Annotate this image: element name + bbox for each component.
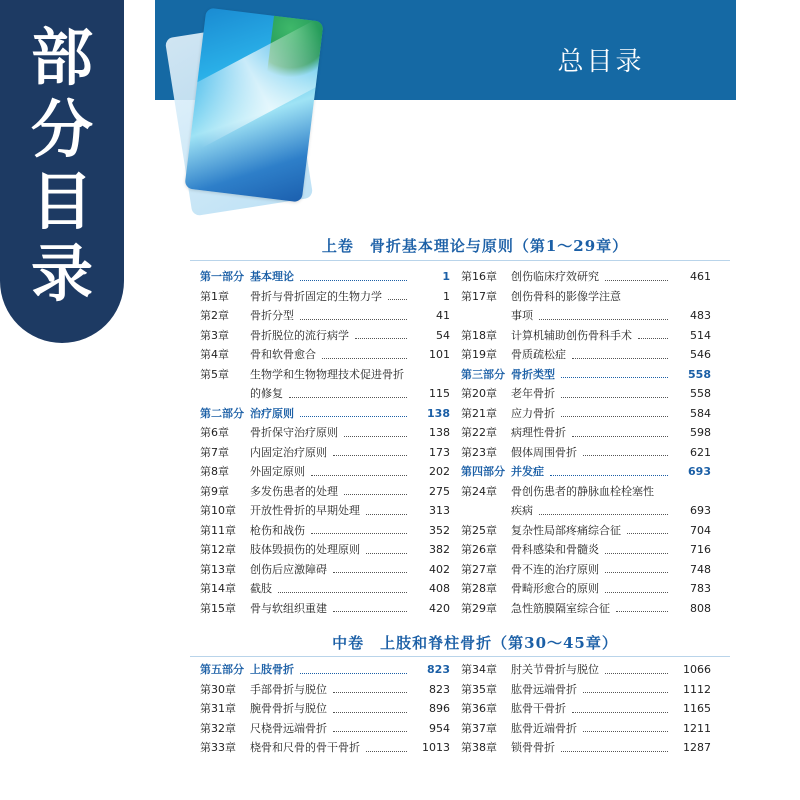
toc-dot-leader: [583, 731, 668, 732]
toc-title: 肘关节骨折与脱位: [511, 663, 599, 676]
toc-dot-leader: [333, 712, 407, 713]
toc-dot-leader: [583, 692, 668, 693]
toc-chapter-row: [461, 540, 711, 560]
toc-page-number: 352: [429, 523, 450, 537]
toc-title-cell: [250, 738, 410, 758]
toc-title-cell: [250, 579, 410, 599]
toc-part-row: [461, 365, 711, 385]
toc-chapter-number: 第25章: [461, 523, 497, 537]
toc-chapter-number: 第21章: [461, 406, 497, 420]
toc-chapter-number: 第30章: [200, 682, 236, 696]
toc-page-number: 558: [688, 367, 711, 381]
toc-chapter-row: [461, 404, 711, 424]
toc-page-number: 1013: [422, 741, 450, 754]
toc-title: 截肢: [250, 582, 272, 595]
toc-dot-leader: [344, 436, 407, 437]
toc-chapter-number: 第35章: [461, 682, 497, 696]
toc-chapter-number: 第34章: [461, 663, 497, 676]
photo-glare: [184, 20, 323, 148]
toc-chapter-row: [200, 365, 450, 385]
toc-page-number: 101: [429, 348, 450, 361]
toc-title: 肢体毁损伤的处理原则: [250, 543, 360, 556]
toc-chapter-number: 第26章: [461, 543, 497, 556]
toc-chapter-number: 第11章: [200, 523, 236, 537]
toc-chapter-number: 第16章: [461, 270, 497, 283]
toc-title: 骨与软组织重建: [250, 601, 327, 615]
toc-dot-leader: [605, 592, 668, 593]
toc-title: 骨折保守治疗原则: [250, 426, 338, 439]
toc-page-number: 461: [690, 270, 711, 283]
toc-page-number: 420: [429, 601, 450, 615]
toc-chapter-row: [461, 738, 711, 758]
toc-title-cell: [250, 599, 410, 619]
toc-title: 多发伤患者的处理: [250, 484, 338, 498]
toc-title-cell: [250, 660, 410, 680]
toc-title-cell: [511, 501, 671, 521]
toc-title-cell: [250, 680, 410, 700]
toc-chapter-number: 第20章: [461, 387, 497, 400]
toc-title-cell: [511, 699, 671, 719]
toc-title: 创伤骨科的影像学注意: [511, 289, 621, 303]
toc-dot-leader: [366, 514, 407, 515]
divider: [190, 656, 730, 657]
toc-dot-leader: [561, 377, 668, 378]
toc-page-number: 693: [688, 465, 711, 478]
toc-dot-leader: [333, 692, 407, 693]
toc-page-number: 382: [429, 543, 450, 556]
toc-title: 病理性骨折: [511, 426, 566, 439]
toc-title: 事项: [511, 309, 533, 322]
toc-chapter-number: 第二部分: [200, 406, 244, 420]
toc-title-cell: [250, 384, 410, 404]
toc-chapter-row: [461, 345, 711, 365]
toc-title: 骨科感染和骨髓炎: [511, 543, 599, 556]
toc-dot-leader: [333, 731, 407, 732]
toc-page-number: 514: [690, 328, 711, 342]
toc-dot-leader: [300, 416, 407, 417]
sidebar-title: [10, 22, 114, 310]
toc-chapter-row: [461, 501, 711, 521]
toc-chapter-row: [200, 738, 450, 758]
toc-chapter-number: 第22章: [461, 426, 497, 439]
toc-title-cell: [511, 719, 671, 739]
toc-chapter-row: [200, 680, 450, 700]
toc-title: 骨不连的治疗原则: [511, 562, 599, 576]
toc-title: 肱骨近端骨折: [511, 721, 577, 735]
toc-chapter-row: [200, 521, 450, 541]
toc-chapter-row: [461, 287, 711, 307]
toc-dot-leader: [605, 553, 668, 554]
toc-title: 内固定治疗原则: [250, 445, 327, 459]
toc-dot-leader: [605, 572, 668, 573]
sidebar-title-char: 分: [30, 93, 93, 166]
toc-dot-leader: [311, 475, 407, 476]
toc-dot-leader: [550, 475, 668, 476]
toc-title: 肱骨干骨折: [511, 702, 566, 715]
toc-title-cell: [250, 560, 410, 580]
toc-chapter-row: [200, 345, 450, 365]
toc-title: 手部骨折与脱位: [250, 682, 327, 696]
toc-page-number: 584: [690, 406, 711, 420]
toc-title-cell: [511, 540, 671, 560]
toc-chapter-number: 第27章: [461, 562, 497, 576]
toc-chapter-row: [461, 326, 711, 346]
toc-chapter-row: [461, 482, 711, 502]
toc-title: 骨折分型: [250, 309, 294, 322]
toc-title-cell: [511, 660, 671, 680]
toc-page-number: 275: [429, 484, 450, 498]
toc-page-number: 138: [429, 426, 450, 439]
toc-title: 肱骨远端骨折: [511, 682, 577, 696]
toc-chapter-row: [200, 579, 450, 599]
toc-chapter-number: 第36章: [461, 702, 497, 715]
toc-page-number: 954: [429, 721, 450, 735]
toc-title-cell: [511, 267, 671, 287]
toc-page-number: 716: [690, 543, 711, 556]
toc-title-cell: [511, 365, 671, 385]
toc-dot-leader: [605, 673, 668, 674]
toc-page-number: 1211: [683, 721, 711, 735]
toc-chapter-number: 第23章: [461, 445, 497, 459]
volume-title-upper: 上卷 骨折基本理论与原则（第1～29章）: [321, 237, 629, 255]
toc-dot-leader: [539, 514, 668, 515]
toc-page-number: 313: [429, 504, 450, 517]
toc-dot-leader: [616, 611, 668, 612]
toc-chapter-row: [461, 660, 711, 680]
toc-title: 计算机辅助创伤骨科手术: [511, 328, 632, 342]
toc-dot-leader: [572, 358, 668, 359]
toc-chapter-number: 第15章: [200, 601, 236, 615]
toc-title-cell: [511, 579, 671, 599]
toc-title-cell: [250, 501, 410, 521]
toc-dot-leader: [572, 712, 668, 713]
toc-dot-leader: [561, 751, 668, 752]
toc-page-number: 621: [690, 445, 711, 459]
toc-chapter-row: [461, 599, 711, 619]
toc-title: 骨畸形愈合的原则: [511, 582, 599, 595]
toc-chapter-number: 第8章: [200, 465, 229, 478]
toc-chapter-number: 第32章: [200, 721, 236, 735]
toc-chapter-number: 第28章: [461, 582, 497, 595]
toc-dot-leader: [561, 397, 668, 398]
toc-title-cell: [250, 287, 410, 307]
toc-chapter-row: [461, 443, 711, 463]
toc-dot-leader: [539, 319, 668, 320]
toc-chapter-number: 第37章: [461, 721, 497, 735]
toc-chapter-row: [200, 482, 450, 502]
sidebar-title-char: 部: [30, 21, 93, 94]
toc-dot-leader: [333, 611, 407, 612]
toc-dot-leader: [388, 299, 407, 300]
toc-title-cell: [250, 423, 410, 443]
toc-chapter-number: 第29章: [461, 601, 497, 615]
toc-chapter-number: 第38章: [461, 741, 497, 754]
toc-title-cell: [511, 287, 671, 307]
toc-title: 创伤后应激障碍: [250, 562, 327, 576]
toc-chapter-row: [200, 540, 450, 560]
toc-title: 基本理论: [250, 270, 294, 283]
toc-part-row: [200, 660, 450, 680]
toc-title: 骨折与骨折固定的生物力学: [250, 289, 382, 303]
toc-page-number: 1066: [683, 663, 711, 676]
toc-chapter-number: 第7章: [200, 445, 229, 459]
toc-chapter-number: 第17章: [461, 289, 497, 303]
toc-dot-leader: [572, 436, 668, 437]
toc-page-number: 138: [427, 406, 450, 420]
toc-chapter-number: 第2章: [200, 309, 229, 322]
page-title: 总目录: [557, 47, 645, 77]
volume-title-middle: 中卷 上肢和脊柱骨折（第30～45章）: [332, 634, 618, 652]
toc-chapter-row: [200, 719, 450, 739]
toc-title: 创伤临床疗效研究: [511, 270, 599, 283]
toc-title: 锁骨骨折: [511, 741, 555, 754]
toc-page-number: 1165: [683, 702, 711, 715]
toc-page-number: 173: [429, 445, 450, 459]
toc-chapter-row: [461, 306, 711, 326]
toc-chapter-row: [461, 680, 711, 700]
toc-title: 腕骨骨折与脱位: [250, 702, 327, 715]
toc-chapter-number: 第18章: [461, 328, 497, 342]
toc-dot-leader: [333, 572, 407, 573]
toc-part-row: [461, 462, 711, 482]
toc-title-cell: [511, 680, 671, 700]
toc-title-cell: [511, 326, 671, 346]
divider: [190, 260, 730, 261]
toc-chapter-number: 第19章: [461, 348, 497, 361]
toc-page-number: 558: [690, 387, 711, 400]
toc-dot-leader: [366, 751, 407, 752]
sidebar-tab: [0, 0, 124, 343]
toc-title-cell: [511, 423, 671, 443]
toc-page-number: 546: [690, 348, 711, 361]
toc-title-cell: [511, 443, 671, 463]
toc-chapter-row: [200, 501, 450, 521]
toc-page-number: 54: [436, 328, 450, 342]
toc-page-number: 823: [429, 682, 450, 696]
toc-title: 疾病: [511, 504, 533, 517]
toc-chapter-number: 第三部分: [461, 367, 505, 381]
toc-dot-leader: [561, 416, 668, 417]
toc-chapter-number: 第24章: [461, 484, 497, 498]
toc-title: 开放性骨折的早期处理: [250, 504, 360, 517]
toc-chapter-number: 第五部分: [200, 663, 244, 676]
toc-title: 治疗原则: [250, 406, 294, 420]
toc-page-number: 808: [690, 601, 711, 615]
toc-title: 生物学和生物物理技术促进骨折: [250, 367, 404, 381]
toc-page-number: 402: [429, 562, 450, 576]
toc-title-cell: [250, 443, 410, 463]
toc-chapter-number: 第3章: [200, 328, 229, 342]
toc-dot-leader: [322, 358, 407, 359]
toc-chapter-number: 第1章: [200, 289, 229, 303]
toc-page-number: 896: [429, 702, 450, 715]
toc-title-cell: [250, 462, 410, 482]
toc-dot-leader: [289, 397, 407, 398]
decorative-photo-image: [184, 7, 323, 202]
toc-title: 假体周围骨折: [511, 445, 577, 459]
toc-chapter-row: [461, 384, 711, 404]
toc-title: 上肢骨折: [250, 663, 294, 676]
toc-title: 急性筋膜隔室综合征: [511, 601, 610, 615]
toc-page-number: 748: [690, 562, 711, 576]
toc-chapter-number: 第一部分: [200, 270, 244, 283]
toc-dot-leader: [333, 455, 407, 456]
toc-chapter-row: [461, 521, 711, 541]
toc-title-cell: [511, 482, 671, 502]
toc-chapter-row: [200, 560, 450, 580]
toc-title-cell: [250, 345, 410, 365]
toc-chapter-number: 第4章: [200, 348, 229, 361]
toc-chapter-row: [200, 443, 450, 463]
toc-chapter-row: [461, 719, 711, 739]
toc-title-cell: [250, 699, 410, 719]
toc-title: 骨折类型: [511, 367, 555, 381]
toc-part-row: [200, 404, 450, 424]
toc-page-number: 115: [429, 387, 450, 400]
toc-dot-leader: [300, 673, 407, 674]
toc-chapter-number: 第四部分: [461, 465, 505, 478]
toc-dot-leader: [605, 280, 668, 281]
toc-chapter-row: [200, 384, 450, 404]
toc-page-number: 598: [690, 426, 711, 439]
toc-title-cell: [511, 599, 671, 619]
toc-chapter-row: [461, 560, 711, 580]
toc-chapter-number: 第9章: [200, 484, 229, 498]
toc-title-cell: [250, 365, 410, 385]
toc-chapter-row: [200, 699, 450, 719]
toc-dot-leader: [311, 533, 407, 534]
toc-chapter-number: 第5章: [200, 367, 229, 381]
toc-title: 骨折脱位的流行病学: [250, 328, 349, 342]
toc-page-number: 41: [436, 309, 450, 322]
toc-chapter-row: [200, 462, 450, 482]
toc-chapter-row: [200, 306, 450, 326]
toc-chapter-number: 第33章: [200, 741, 236, 754]
toc-page-number: 1: [443, 289, 450, 303]
toc-chapter-row: [461, 423, 711, 443]
toc-chapter-number: 第10章: [200, 504, 236, 517]
toc-dot-leader: [366, 553, 407, 554]
toc-title-cell: [250, 521, 410, 541]
toc-dot-leader: [355, 338, 407, 339]
toc-dot-leader: [583, 455, 668, 456]
toc-chapter-number: 第12章: [200, 543, 236, 556]
toc-title-cell: [250, 719, 410, 739]
toc-chapter-row: [461, 699, 711, 719]
toc-page-number: 1287: [683, 741, 711, 754]
toc-title-cell: [250, 482, 410, 502]
toc-title: 骨和软骨愈合: [250, 348, 316, 361]
toc-chapter-row: [200, 599, 450, 619]
toc-title-cell: [250, 326, 410, 346]
toc-page-number: 483: [690, 309, 711, 322]
toc-chapter-number: 第14章: [200, 582, 236, 595]
toc-page-number: 1: [442, 270, 450, 283]
toc-title-cell: [511, 306, 671, 326]
toc-dot-leader: [627, 533, 668, 534]
toc-page-number: 704: [690, 523, 711, 537]
toc-title-cell: [511, 521, 671, 541]
toc-title: 桡骨和尺骨的骨干骨折: [250, 741, 360, 754]
toc-page-number: 693: [690, 504, 711, 517]
toc-dot-leader: [638, 338, 668, 339]
toc-title: 枪伤和战伤: [250, 523, 305, 537]
toc-page-number: 823: [427, 663, 450, 676]
toc-title-cell: [511, 462, 671, 482]
toc-chapter-row: [200, 287, 450, 307]
toc-chapter-number: 第31章: [200, 702, 236, 715]
toc-page-number: 1112: [683, 682, 711, 696]
toc-title: 尺桡骨远端骨折: [250, 721, 327, 735]
toc-title: 的修复: [250, 387, 283, 400]
toc-dot-leader: [344, 494, 407, 495]
toc-chapter-row: [200, 326, 450, 346]
toc-title: 外固定原则: [250, 465, 305, 478]
toc-chapter-row: [200, 423, 450, 443]
toc-title: 骨创伤患者的静脉血栓栓塞性: [511, 484, 654, 498]
toc-title-cell: [511, 738, 671, 758]
toc-part-row: [200, 267, 450, 287]
toc-title-cell: [511, 560, 671, 580]
toc-page-number: 202: [429, 465, 450, 478]
toc-dot-leader: [278, 592, 407, 593]
toc-chapter-number: 第6章: [200, 426, 229, 439]
toc-title-cell: [511, 384, 671, 404]
toc-page-number: 783: [690, 582, 711, 595]
toc-title: 应力骨折: [511, 406, 555, 420]
toc-chapter-number: 第13章: [200, 562, 236, 576]
toc-title: 复杂性局部疼痛综合征: [511, 523, 621, 537]
toc-title-cell: [250, 540, 410, 560]
toc-chapter-row: [461, 267, 711, 287]
sidebar-title-char: 录: [30, 237, 93, 310]
toc-title-cell: [250, 306, 410, 326]
toc-title: 骨质疏松症: [511, 348, 566, 361]
sidebar-title-char: 目: [30, 165, 93, 238]
toc-title-cell: [511, 404, 671, 424]
toc-title: 老年骨折: [511, 387, 555, 400]
toc-dot-leader: [300, 319, 407, 320]
toc-page-number: 408: [429, 582, 450, 595]
toc-title-cell: [250, 404, 410, 424]
toc-title-cell: [511, 345, 671, 365]
toc-chapter-row: [461, 579, 711, 599]
toc-title-cell: [250, 267, 410, 287]
toc-title: 并发症: [511, 465, 544, 478]
toc-dot-leader: [300, 280, 407, 281]
